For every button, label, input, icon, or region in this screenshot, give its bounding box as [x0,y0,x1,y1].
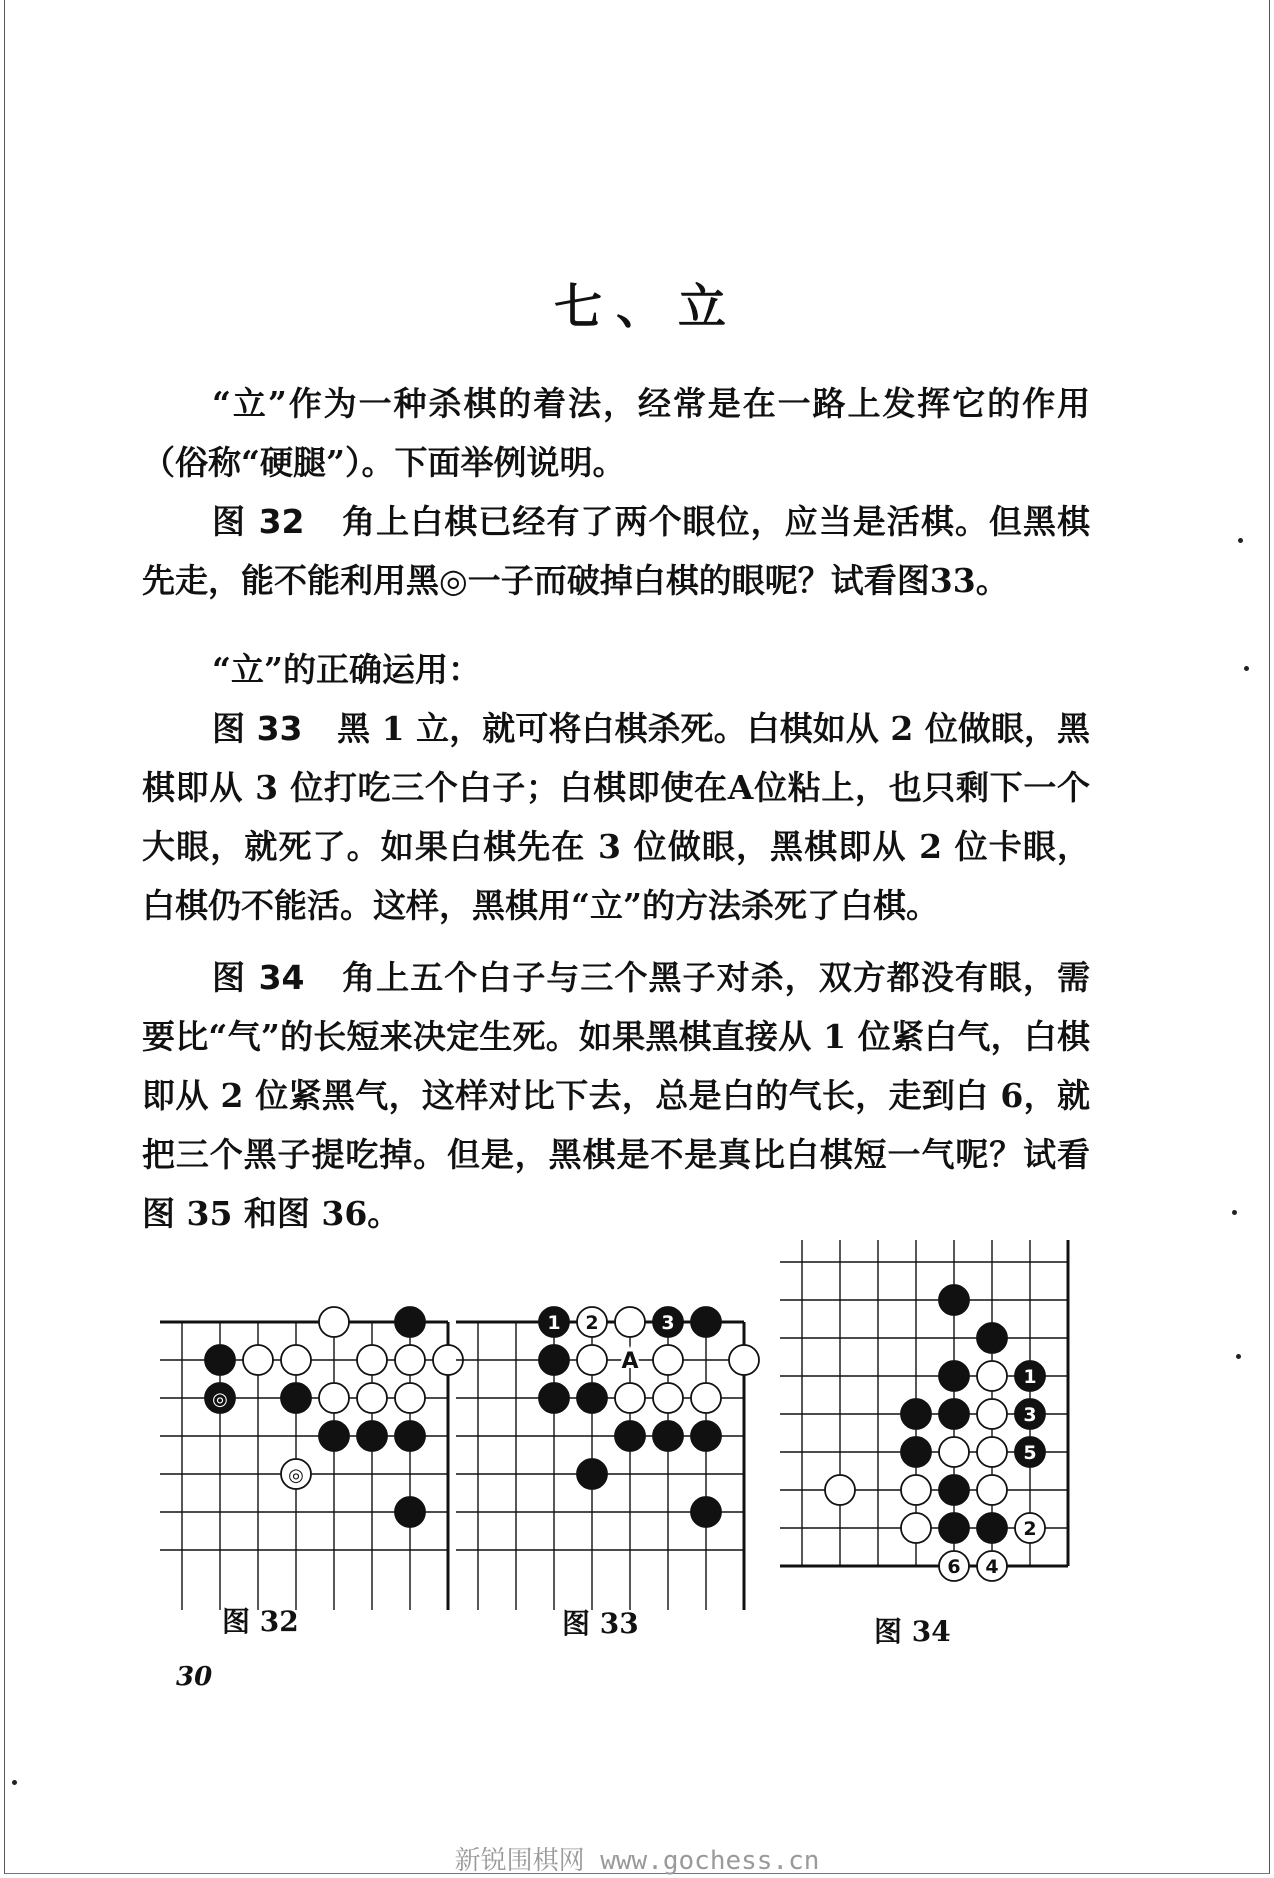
chapter-title: 七、立 [553,279,740,335]
paragraph-intro-text: “立”作为一种杀棋的着法，经常是在一路上发挥它的作用（俗称“硬腿”）。下面举例说明。 [142,384,1090,482]
white-stone [357,1345,387,1375]
scan-speck [12,1780,17,1785]
white-stone [691,1383,721,1413]
board-mark-label: A [621,1349,639,1374]
white-stone [319,1307,349,1337]
stone-move-number: 5 [1023,1442,1037,1464]
white-stone [977,1437,1007,1467]
go-board-svg [456,1300,766,1610]
paragraph-figure-33 [142,699,1090,935]
stone-move-number: ◎ [212,1389,228,1410]
scan-speck [1232,1210,1237,1215]
black-stone [977,1323,1007,1353]
black-stone [319,1421,349,1451]
paragraph-figure-33-text: 黑 1 立，就可将白棋杀死。白棋如从 2 位做眼，黑棋即从 3 位打吃三个白子；白棋即使在A位粘上，也只剩下一个大眼，就死了。如果白棋先在 3 位做眼，黑棋即从 2 位卡眼，白棋仍不能活。这样，黑棋用“立”的方法杀死了白棋。 [142,709,1090,925]
black-stone [977,1513,1007,1543]
stone-move-number: 3 [661,1312,675,1334]
figure-33-ref: 图 33 [212,709,303,748]
stone-move-number: 1 [547,1312,561,1334]
white-stone [901,1475,931,1505]
black-stone [691,1497,721,1527]
paragraph-correct-use-text: “立”的正确运用： [212,650,481,689]
black-stone [691,1307,721,1337]
paragraph-figure-32 [142,492,1090,610]
white-stone [977,1361,1007,1391]
white-stone [653,1345,683,1375]
stone-move-number: ◎ [288,1465,304,1486]
white-stone [395,1345,425,1375]
go-board-svg [160,1300,470,1610]
white-stone [653,1383,683,1413]
figure-34-caption: 图 34 [874,1615,951,1648]
paragraph-figure-34 [142,948,1090,1243]
black-stone [357,1421,387,1451]
scan-speck [1244,666,1249,671]
go-diagram-34 [780,1240,1090,1626]
black-stone [205,1345,235,1375]
black-stone [281,1383,311,1413]
black-stone [395,1497,425,1527]
go-diagram-33 [456,1300,766,1610]
figure-33-caption: 图 33 [562,1607,639,1640]
stone-move-number: 2 [585,1312,599,1334]
page-number: 30 [176,1662,213,1692]
stone-move-number: 4 [985,1556,999,1578]
black-stone [615,1421,645,1451]
black-stone [939,1361,969,1391]
white-stone [825,1475,855,1505]
stone-move-number: 6 [947,1556,961,1578]
black-stone [939,1513,969,1543]
white-stone [395,1383,425,1413]
paragraph-figure-32-text: 角上白棋已经有了两个眼位，应当是活棋。但黑棋先走，能不能利用黑◎一子而破掉白棋的眼呢？试看图33。 [142,502,1091,600]
white-stone [615,1383,645,1413]
white-stone [357,1383,387,1413]
black-stone [395,1421,425,1451]
white-stone [281,1345,311,1375]
black-stone [539,1383,569,1413]
black-stone [939,1285,969,1315]
go-diagram-32 [160,1300,470,1610]
paragraph-figure-34-text: 角上五个白子与三个黑子对杀，双方都没有眼，需要比“气”的长短来决定生死。如果黑棋直接从 1 位紧白气，白棋即从 2 位紧黑气，这样对比下去，总是白的气长，走到白 6，就把三个黑子提吃掉。但是，黑棋是不是真比白棋短一气呢？试看图 35 和图 36。 [142,958,1091,1233]
white-stone [615,1307,645,1337]
stone-move-number: 2 [1023,1518,1037,1540]
stone-move-number: 1 [1023,1366,1037,1388]
black-stone [395,1307,425,1337]
go-board-svg [780,1240,1090,1626]
figure-34-ref: 图 34 [212,958,305,997]
black-stone [691,1421,721,1451]
figure-32-caption: 图 32 [222,1605,299,1638]
white-stone [977,1399,1007,1429]
white-stone [319,1383,349,1413]
black-stone [901,1399,931,1429]
stone-move-number: 3 [1023,1404,1037,1426]
paragraph-correct-use [142,640,1090,699]
black-stone [901,1437,931,1467]
white-stone [729,1345,759,1375]
scan-speck [1238,538,1243,543]
watermark: 新锐围棋网 www.gochess.cn [454,1846,820,1876]
paragraph-intro [142,374,1090,492]
white-stone [901,1513,931,1543]
black-stone [939,1399,969,1429]
scan-speck [1236,1354,1241,1359]
white-stone [243,1345,273,1375]
white-stone [977,1475,1007,1505]
black-stone [939,1475,969,1505]
white-stone [577,1345,607,1375]
black-stone [653,1421,683,1451]
black-stone [577,1383,607,1413]
white-stone [939,1437,969,1467]
figure-32-ref: 图 32 [212,502,305,541]
black-stone [539,1345,569,1375]
black-stone [577,1459,607,1489]
